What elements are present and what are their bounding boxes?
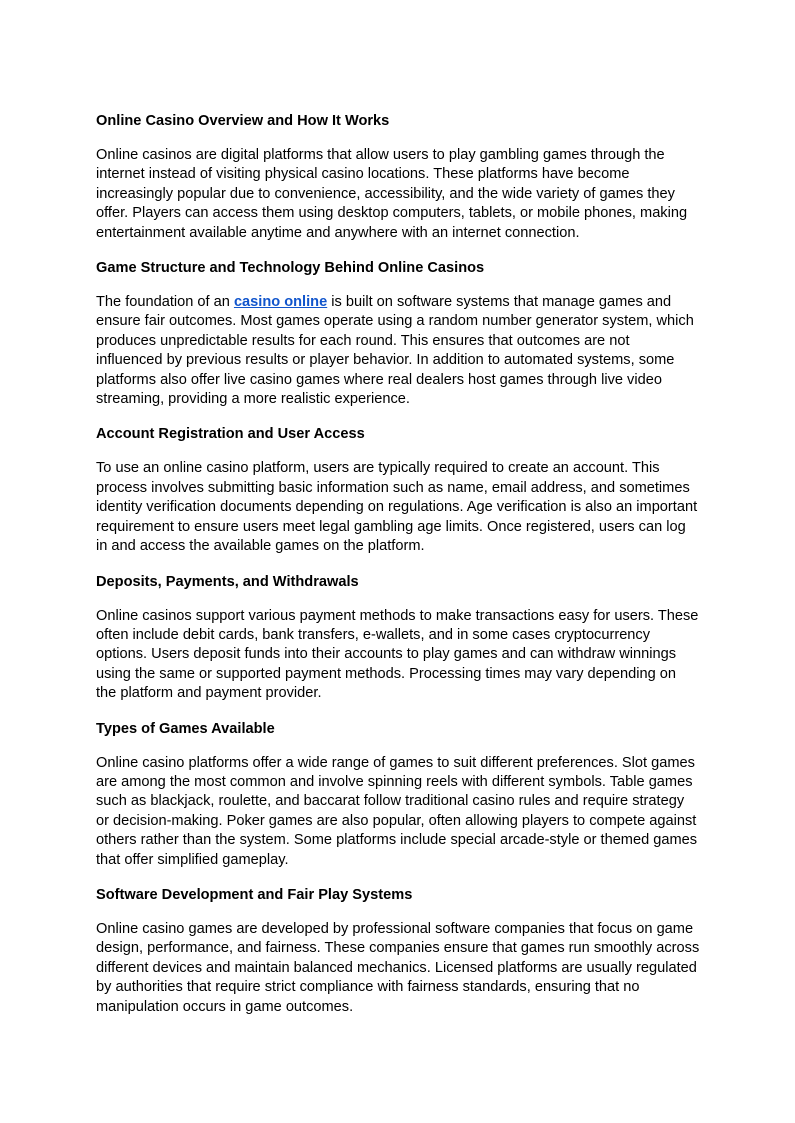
section-heading-fair-play: Software Development and Fair Play Systems xyxy=(96,886,413,903)
casino-online-link[interactable]: casino online xyxy=(233,294,328,311)
body-text-after-link: is built on software systems that manage games and ensure fair outcomes. Most games operate using a random number generator system, which produces unpredictable results for each round. This ensures that outcomes are not influenced by previous results or player behavior. In addition to automated systems, some platforms also offer live casino games where real dealers host games through live video streaming, providing a more realistic experience. xyxy=(96,294,694,408)
section-body-overview: Online casinos are digital platforms that allow users to play gambling games through the internet instead of visiting physical casino locations. These platforms have become increasingly popular due to convenience, accessibility, and the wide variety of games they offer. Players can access them using desktop computers, tablets, or mobile phones, making entertainment available anytime and anywhere with an internet connection. xyxy=(96,147,688,241)
section-body-payments: Online casinos support various payment methods to make transactions easy for users. These often include debit cards, bank transfers, e-wallets, and in some cases cryptocurrency options. Users deposit funds into their accounts to play games and can withdraw winnings using the same or supported payment methods. Processing times may vary depending on the platform and payment provider. xyxy=(96,607,699,702)
document-page xyxy=(96,111,700,1032)
section-body-registration: To use an online casino platform, users are typically required to create an account. This process involves submitting basic information such as name, email address, and sometimes identity verification documents depending on regulations. Age verification is also an important requirement to ensure users meet legal gambling age limits. Once registered, users can log in and access the available games on the platform. xyxy=(96,460,698,555)
section-heading-overview: Online Casino Overview and How It Works xyxy=(96,113,390,129)
body-text-before-link: The foundation of an xyxy=(96,294,234,311)
section-body-game-structure xyxy=(96,293,700,409)
section-heading-game-types: Types of Games Available xyxy=(96,720,275,737)
section-body-game-types: Online casino platforms offer a wide range of games to suit different preferences. Slot games are among the most common and involve spinning reels with different symbols. Table games such as blackjack, roulette, and baccarat follow traditional casino rules and require strategy or decision-making. Poker games are also popular, often allowing players to compete against others rather than the system. Some platforms include special arcade-style or themed games that offer simplified gameplay. xyxy=(96,754,698,868)
section-heading-registration: Account Registration and User Access xyxy=(96,426,365,443)
section-heading-game-structure: Game Structure and Technology Behind Online Casinos xyxy=(96,260,485,277)
section-body-fair-play: Online casino games are developed by professional software companies that focus on game design, performance, and fairness. These companies ensure that games run smoothly across different devices and maintain balanced mechanics. Licensed platforms are usually regulated by authorities that require strict compliance with fairness standards, ensuring that no manipulation occurs in game outcomes. xyxy=(96,920,700,1015)
section-heading-payments: Deposits, Payments, and Withdrawals xyxy=(96,573,359,590)
